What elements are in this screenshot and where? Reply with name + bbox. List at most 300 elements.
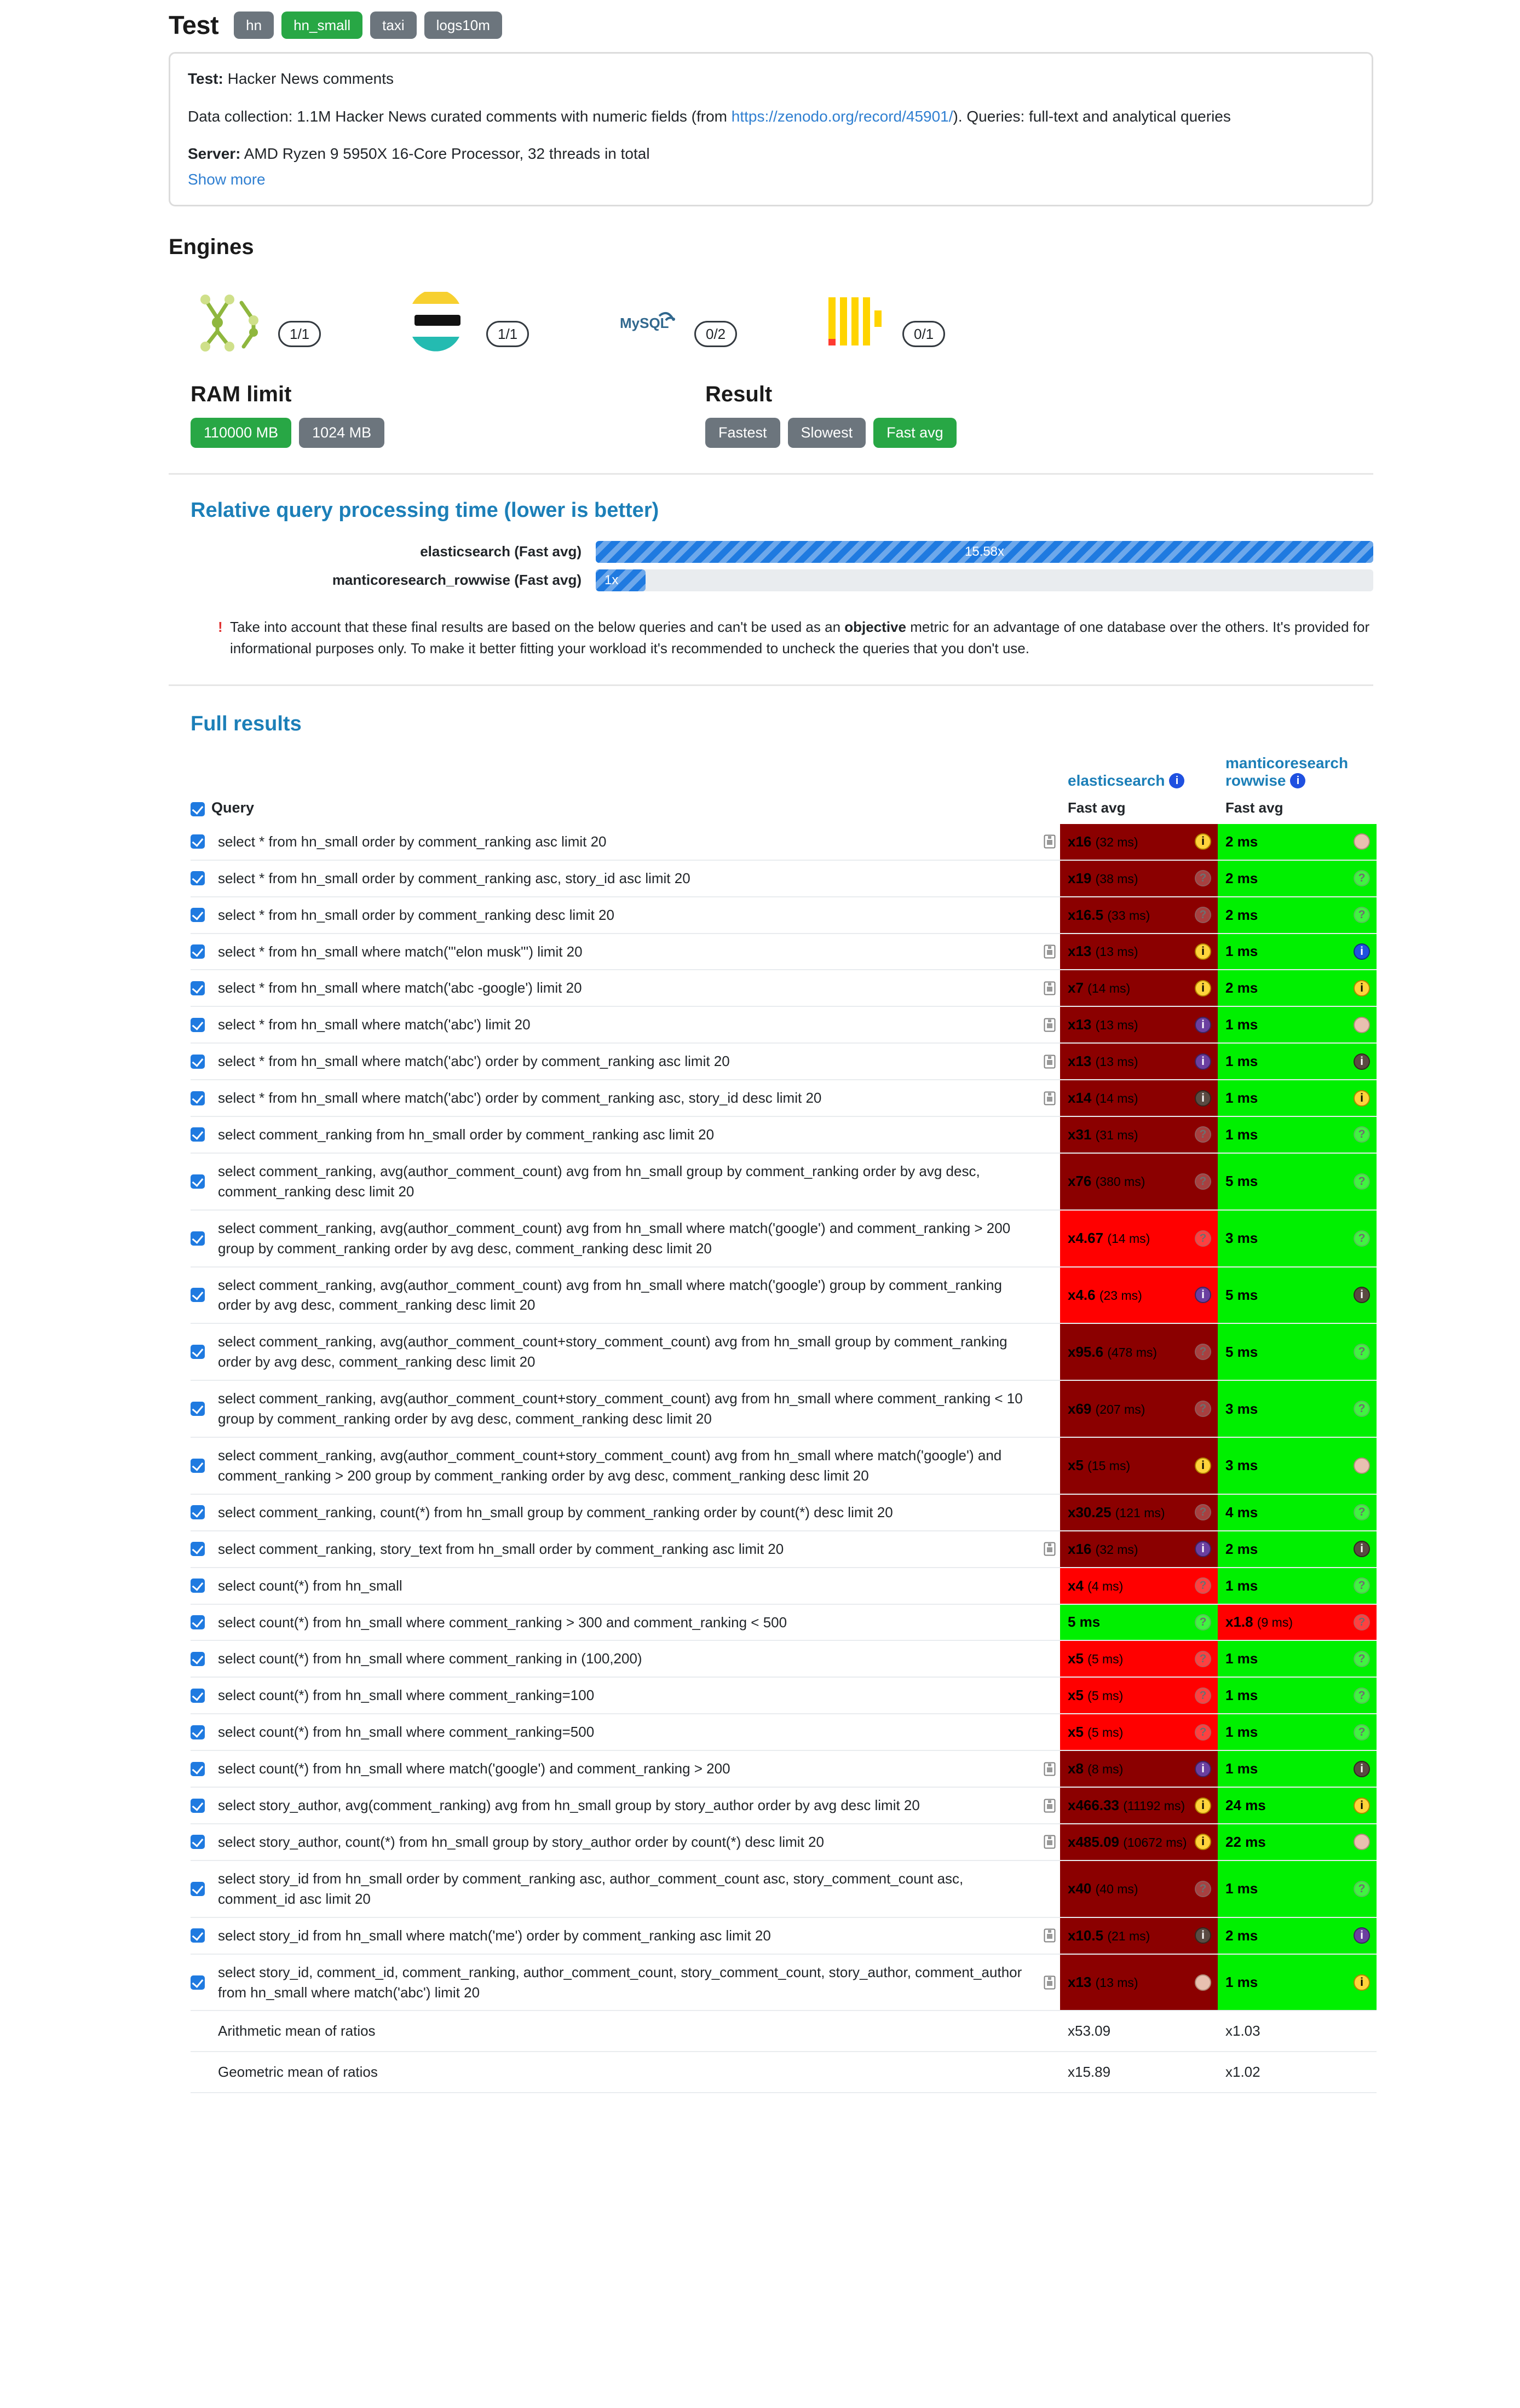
- manticoresearch-result-info-dot[interactable]: [1354, 833, 1370, 850]
- manticoresearch-result: [1218, 970, 1377, 1006]
- row-checkbox-cell: [191, 1267, 211, 1324]
- elasticsearch-result-time: (8 ms): [1087, 1762, 1124, 1777]
- manticoresearch-result-value: x1.8: [1225, 1614, 1253, 1631]
- query-checkbox[interactable]: [191, 1542, 205, 1556]
- manticoresearch-result: [1218, 1494, 1377, 1531]
- sql-doc-icon[interactable]: [1044, 1018, 1056, 1032]
- select-all-checkbox[interactable]: [191, 802, 205, 816]
- query-text: select comment_ranking, avg(author_comment_count+story_comment_count) avg from hn_small where comment_ranking < 10 group by comment_ranking order by avg desc, comment_ranking desc limit 20: [211, 1380, 1060, 1437]
- table-row: [191, 970, 1377, 1006]
- query-checkbox[interactable]: [191, 834, 205, 849]
- elasticsearch-result-value: x40: [1068, 1880, 1092, 1897]
- query-checkbox[interactable]: [191, 1975, 205, 1990]
- query-checkbox[interactable]: [191, 1402, 205, 1416]
- mean-elasticsearch: x15.89: [1060, 2052, 1218, 2093]
- result-option-fast-avg[interactable]: Fast avg: [873, 418, 957, 448]
- ram-option-1024[interactable]: 1024 MB: [299, 418, 384, 448]
- elasticsearch-result: [1060, 824, 1218, 860]
- elasticsearch-result-value: x14: [1068, 1090, 1092, 1107]
- elasticsearch-result: [1060, 1080, 1218, 1116]
- query-text: select story_author, avg(comment_ranking) avg from hn_small group by story_author order by avg desc limit 20: [211, 1787, 1060, 1824]
- mysql-badge: 0/2: [694, 321, 737, 347]
- manticoresearch-result: [1218, 1750, 1377, 1787]
- relative-bar-label-manticoresearch: manticoresearch_rowwise (Fast avg): [332, 572, 581, 589]
- manticoresearch-result-info-dot[interactable]: i: [1354, 943, 1370, 960]
- elasticsearch-result-info-dot[interactable]: ?: [1195, 1173, 1211, 1190]
- query-text: select comment_ranking from hn_small order by comment_ranking asc limit 20: [211, 1116, 1060, 1153]
- elasticsearch-result-time: (13 ms): [1095, 1018, 1138, 1033]
- results-header-engines: [191, 754, 1377, 795]
- elasticsearch-result-info-dot[interactable]: ?: [1195, 1651, 1211, 1667]
- elasticsearch-result-info-dot[interactable]: i: [1195, 1458, 1211, 1474]
- manticoresearch-result: [1218, 1677, 1377, 1714]
- elasticsearch-result-value: x5: [1068, 1457, 1084, 1474]
- manticoresearch-result-value: 3 ms: [1225, 1457, 1258, 1474]
- query-checkbox[interactable]: [191, 1882, 205, 1896]
- table-row: [191, 1043, 1377, 1080]
- elasticsearch-result-value: x31: [1068, 1126, 1092, 1143]
- mean-label: Geometric mean of ratios: [211, 2052, 1060, 2093]
- manticoresearch-result-info-dot[interactable]: [1354, 1017, 1370, 1033]
- table-row: [191, 860, 1377, 897]
- elasticsearch-result-info-dot[interactable]: i: [1195, 943, 1211, 960]
- manticoresearch-result-info-dot[interactable]: ?: [1354, 1881, 1370, 1897]
- query-checkbox[interactable]: [191, 908, 205, 922]
- manticoresearch-result-value: 4 ms: [1225, 1503, 1258, 1520]
- manticoresearch-result-info-dot[interactable]: ?: [1354, 1401, 1370, 1417]
- query-checkbox[interactable]: [191, 1018, 205, 1032]
- test-description-line: [188, 68, 1354, 90]
- sql-doc-icon[interactable]: [1044, 1835, 1056, 1849]
- elasticsearch-result-time: (14 ms): [1095, 1091, 1138, 1106]
- query-text: select * from hn_small order by comment_ranking asc, story_id asc limit 20: [211, 860, 1060, 897]
- row-checkbox-cell: [191, 1153, 211, 1210]
- header-metric-elasticsearch: Fast avg: [1068, 799, 1126, 816]
- manticoresearch-result: [1218, 1437, 1377, 1494]
- manticoresearch-result-time: (9 ms): [1257, 1615, 1293, 1630]
- elasticsearch-result-value: x4.6: [1068, 1286, 1096, 1303]
- elasticsearch-result-time: (13 ms): [1095, 944, 1138, 959]
- elasticsearch-result-info-dot[interactable]: i: [1195, 833, 1211, 850]
- ram-result-row: [169, 360, 1373, 448]
- full-results-section: [169, 712, 1373, 2093]
- elasticsearch-result: [1060, 1494, 1218, 1531]
- manticoresearch-result: [1218, 1787, 1377, 1824]
- query-checkbox[interactable]: [191, 1288, 205, 1302]
- elasticsearch-result-value: x10.5: [1068, 1927, 1104, 1944]
- relative-time-heading: Relative query processing time (lower is better): [191, 498, 659, 522]
- table-row: [191, 1714, 1377, 1750]
- query-checkbox[interactable]: [191, 1174, 205, 1189]
- table-row: [191, 1153, 1377, 1210]
- manticoresearch-result: [1218, 1824, 1377, 1860]
- elasticsearch-result-time: (23 ms): [1099, 1288, 1142, 1303]
- elasticsearch-result: [1060, 1116, 1218, 1153]
- elasticsearch-result-info-dot[interactable]: i: [1195, 1761, 1211, 1777]
- query-text: select comment_ranking, avg(author_comment_count) avg from hn_small where match('google') group by comment_ranking order by avg desc, comment_ranking desc limit 20: [211, 1267, 1060, 1324]
- manticoresearch-result-info-dot[interactable]: ?: [1354, 1614, 1370, 1631]
- row-checkbox-cell: [191, 1323, 211, 1380]
- elasticsearch-result-time: (40 ms): [1095, 1882, 1138, 1897]
- elasticsearch-result-info-dot[interactable]: ?: [1195, 1230, 1211, 1247]
- manticoresearch-result: [1218, 1531, 1377, 1568]
- manticoresearch-result: [1218, 1080, 1377, 1116]
- query-text: select count(*) from hn_small: [211, 1568, 1060, 1604]
- elasticsearch-result-info-dot[interactable]: i: [1195, 1090, 1211, 1107]
- elasticsearch-result-info-dot[interactable]: i: [1195, 980, 1211, 996]
- elasticsearch-result-time: (13 ms): [1095, 1055, 1138, 1069]
- manticoresearch-result-value: 3 ms: [1225, 1400, 1258, 1417]
- elasticsearch-result-info-dot[interactable]: i: [1195, 1053, 1211, 1070]
- manticoresearch-result-value: 1 ms: [1225, 1880, 1258, 1897]
- query-text: select story_id from hn_small where match('me') order by comment_ranking asc limit 20: [211, 1917, 1060, 1954]
- elasticsearch-result: [1060, 1917, 1218, 1954]
- test-header-row: [169, 0, 1373, 52]
- manticoresearch-result-info-dot[interactable]: i: [1354, 1761, 1370, 1777]
- manticoresearch-result-info-dot[interactable]: ?: [1354, 1504, 1370, 1520]
- manticoresearch-result-value: 1 ms: [1225, 1650, 1258, 1667]
- query-checkbox[interactable]: [191, 1928, 205, 1943]
- manticoresearch-result: [1218, 1568, 1377, 1604]
- elasticsearch-result: [1060, 1954, 1218, 2011]
- query-text: select * from hn_small where match('abc -google') limit 20: [211, 970, 1060, 1006]
- engine-manticoresearch[interactable]: [191, 289, 399, 355]
- manticoresearch-result: [1218, 1380, 1377, 1437]
- relative-time-section: [169, 475, 1373, 659]
- row-checkbox-cell: [191, 1531, 211, 1568]
- sql-doc-icon[interactable]: [1044, 1799, 1056, 1813]
- row-checkbox-cell: [191, 1677, 211, 1714]
- data-collection-line: [188, 106, 1354, 128]
- elasticsearch-result-info-dot[interactable]: ?: [1195, 1126, 1211, 1143]
- header-engine-elasticsearch: elasticsearch i: [1060, 754, 1218, 795]
- manticoresearch-result-info-dot[interactable]: [1354, 1834, 1370, 1850]
- mean-elasticsearch: x53.09: [1060, 2010, 1218, 2052]
- manticoresearch-result-info-dot[interactable]: ?: [1354, 1230, 1370, 1247]
- manticoresearch-result-value: 1 ms: [1225, 1090, 1258, 1107]
- manticoresearch-result-info-dot[interactable]: ?: [1354, 1344, 1370, 1360]
- show-more-link[interactable]: Show more: [188, 170, 266, 188]
- elasticsearch-result-time: (121 ms): [1115, 1505, 1165, 1520]
- elasticsearch-result-value: x5: [1068, 1724, 1084, 1741]
- row-checkbox-cell: [191, 1210, 211, 1267]
- sql-doc-icon[interactable]: [1044, 1928, 1056, 1943]
- manticoresearch-result-info-dot[interactable]: i: [1354, 1927, 1370, 1944]
- elasticsearch-result-value: x13: [1068, 1974, 1092, 1990]
- manticoresearch-result-value: 1 ms: [1225, 1016, 1258, 1033]
- sql-doc-icon[interactable]: [1044, 1975, 1056, 1990]
- mean-manticoresearch: x1.02: [1218, 2052, 1377, 2093]
- manticoresearch-result-info-dot[interactable]: i: [1354, 980, 1370, 996]
- sql-doc-icon[interactable]: [1044, 1055, 1056, 1069]
- manticoresearch-result-info-dot[interactable]: i: [1354, 1053, 1370, 1070]
- query-text: select * from hn_small where match('abc') order by comment_ranking asc, story_id desc limit 20: [211, 1080, 1060, 1116]
- elasticsearch-result-info-dot[interactable]: ?: [1195, 1687, 1211, 1704]
- elasticsearch-result-info-dot[interactable]: ?: [1195, 1881, 1211, 1897]
- query-text: select comment_ranking, avg(author_comment_count+story_comment_count) avg from hn_small where match('google') and comment_ranking > 200 group by comment_ranking order by avg desc, comment_ranking desc limit 20: [211, 1437, 1060, 1494]
- data-collection-prefix: Data collection: 1.1M Hacker News curated comments with numeric fields (from: [188, 107, 732, 125]
- elasticsearch-result-info-dot[interactable]: ?: [1195, 870, 1211, 886]
- manticoresearch-result-value: 2 ms: [1225, 869, 1258, 886]
- result-option-fastest[interactable]: Fastest: [705, 418, 780, 448]
- ram-option-110000[interactable]: 110000 MB: [191, 418, 291, 448]
- elasticsearch-result-value: x485.09: [1068, 1833, 1119, 1850]
- manticoresearch-result-info-dot[interactable]: i: [1354, 1090, 1370, 1107]
- manticoresearch-result: [1218, 1917, 1377, 1954]
- server-label: Server:: [188, 145, 241, 163]
- query-checkbox[interactable]: [191, 1762, 205, 1776]
- manticoresearch-result: [1218, 1323, 1377, 1380]
- manticoresearch-result: [1218, 860, 1377, 897]
- table-row: [191, 1080, 1377, 1116]
- elasticsearch-result-info-dot[interactable]: i: [1195, 1541, 1211, 1557]
- table-row: [191, 1568, 1377, 1604]
- elasticsearch-logo-icon: [399, 289, 481, 355]
- svg-text:MySQL: MySQL: [620, 314, 669, 331]
- elasticsearch-result-info-dot[interactable]: ?: [1195, 1504, 1211, 1520]
- elasticsearch-result-value: x13: [1068, 1016, 1092, 1033]
- disclaimer-pre: Take into account that these final results are based on the below queries and can't be used as an: [230, 618, 845, 635]
- query-checkbox[interactable]: [191, 1345, 205, 1359]
- elasticsearch-result-value: x30.25: [1068, 1503, 1112, 1520]
- query-text: select count(*) from hn_small where comment_ranking in (100,200): [211, 1640, 1060, 1677]
- query-checkbox[interactable]: [191, 1127, 205, 1142]
- elasticsearch-result: [1060, 1677, 1218, 1714]
- row-checkbox-cell: [191, 1917, 211, 1954]
- manticoresearch-result-info-dot[interactable]: ?: [1354, 1651, 1370, 1667]
- elasticsearch-result-info-dot[interactable]: i: [1195, 1834, 1211, 1850]
- row-checkbox-cell: [191, 1380, 211, 1437]
- elasticsearch-result-value: x16: [1068, 833, 1092, 850]
- server-line: [188, 143, 1354, 165]
- manticoresearch-result-value: 1 ms: [1225, 943, 1258, 960]
- engine-mysql[interactable]: [607, 289, 815, 355]
- query-checkbox[interactable]: [191, 1652, 205, 1666]
- sql-doc-icon[interactable]: [1044, 1091, 1056, 1105]
- query-text: select count(*) from hn_small where comment_ranking=500: [211, 1714, 1060, 1750]
- mean-row: [191, 2052, 1377, 2093]
- elasticsearch-result-info-dot[interactable]: ?: [1195, 1577, 1211, 1594]
- warning-icon: !: [218, 618, 223, 635]
- tab-hn[interactable]: hn: [234, 11, 274, 39]
- sql-doc-icon[interactable]: [1044, 944, 1056, 959]
- query-checkbox[interactable]: [191, 1689, 205, 1703]
- elasticsearch-result-value: 5 ms: [1068, 1614, 1101, 1631]
- query-checkbox[interactable]: [191, 1579, 205, 1593]
- table-row: [191, 1267, 1377, 1324]
- table-row: [191, 1604, 1377, 1641]
- elasticsearch-result: [1060, 1323, 1218, 1380]
- manticoresearch-result-value: 5 ms: [1225, 1343, 1258, 1360]
- elasticsearch-info-icon[interactable]: i: [1169, 773, 1184, 788]
- server-value: AMD Ryzen 9 5950X 16-Core Processor, 32 threads in total: [244, 145, 650, 163]
- elasticsearch-result-info-dot[interactable]: ?: [1195, 1344, 1211, 1360]
- manticoresearch-result-info-dot[interactable]: i: [1354, 1798, 1370, 1814]
- query-checkbox[interactable]: [191, 1505, 205, 1519]
- manticoresearch-result-info-dot[interactable]: ?: [1354, 1126, 1370, 1143]
- header-metric-manticoresearch: Fast avg: [1225, 799, 1283, 816]
- manticoresearch-badge: 1/1: [278, 321, 321, 347]
- manticoresearch-result-value: 2 ms: [1225, 833, 1258, 850]
- table-row: [191, 1006, 1377, 1043]
- relative-bar-row-manticoresearch: [191, 569, 1373, 591]
- manticoresearch-result-value: 2 ms: [1225, 1927, 1258, 1944]
- query-text: select * from hn_small order by comment_ranking asc limit 20: [211, 824, 1060, 860]
- page-title: Test: [169, 10, 219, 39]
- query-text: select * from hn_small where match('"elon musk"') limit 20: [211, 934, 1060, 970]
- manticoresearch-result-info-dot[interactable]: [1354, 1458, 1370, 1474]
- elasticsearch-result-value: x7: [1068, 980, 1084, 996]
- disclaimer-bold: objective: [844, 618, 906, 635]
- manticoresearch-result-info-dot[interactable]: ?: [1354, 907, 1370, 923]
- result-group: [705, 360, 1198, 448]
- full-results-heading: Full results: [191, 712, 302, 735]
- query-text: select story_id, comment_id, comment_ranking, author_comment_count, story_comment_count, story_author, comment_author from hn_small where match('abc') limit 20: [211, 1954, 1060, 2011]
- query-text: select count(*) from hn_small where match('google') and comment_ranking > 200: [211, 1750, 1060, 1787]
- elasticsearch-result-time: (32 ms): [1095, 1542, 1138, 1557]
- query-checkbox[interactable]: [191, 1615, 205, 1629]
- query-checkbox[interactable]: [191, 1799, 205, 1813]
- header-spacer: [191, 754, 211, 795]
- manticoresearch-result-info-dot[interactable]: i: [1354, 1974, 1370, 1991]
- query-text: select * from hn_small where match('abc') limit 20: [211, 1006, 1060, 1043]
- query-checkbox[interactable]: [191, 1231, 205, 1246]
- sql-doc-icon[interactable]: [1044, 981, 1056, 995]
- query-checkbox[interactable]: [191, 871, 205, 885]
- query-text: select count(*) from hn_small where comment_ranking=100: [211, 1677, 1060, 1714]
- manticoresearch-result-value: 1 ms: [1225, 1126, 1258, 1143]
- result-option-slowest[interactable]: Slowest: [788, 418, 866, 448]
- sql-doc-icon[interactable]: [1044, 1542, 1056, 1556]
- query-checkbox[interactable]: [191, 1091, 205, 1105]
- disclaimer-note: [191, 598, 1373, 659]
- zenodo-link[interactable]: https://zenodo.org/record/45901/: [731, 107, 953, 125]
- table-row: [191, 1494, 1377, 1531]
- elasticsearch-result-time: (478 ms): [1107, 1345, 1158, 1359]
- elasticsearch-result-info-dot[interactable]: i: [1195, 1287, 1211, 1303]
- query-checkbox[interactable]: [191, 981, 205, 995]
- disclaimer-post: metric for an advantage of one database over the others. It's provided for informational purposes only. To make it better fitting your workload it's recommended to uncheck the queries that you don't use.: [230, 618, 1370, 656]
- elasticsearch-result-info-dot[interactable]: i: [1195, 1927, 1211, 1944]
- elasticsearch-result-info-dot[interactable]: [1195, 1974, 1211, 1991]
- table-row: [191, 1640, 1377, 1677]
- row-checkbox-cell: [191, 1714, 211, 1750]
- test-dataset-tabs: [234, 11, 502, 39]
- manticoresearch-result-info-dot[interactable]: ?: [1354, 1173, 1370, 1190]
- manticoresearch-result-value: 22 ms: [1225, 1833, 1266, 1850]
- elasticsearch-result-time: (380 ms): [1095, 1174, 1145, 1189]
- manticoresearch-result-info-dot[interactable]: ?: [1354, 1687, 1370, 1704]
- query-checkbox[interactable]: [191, 1725, 205, 1739]
- elasticsearch-result: [1060, 1043, 1218, 1080]
- elasticsearch-result: [1060, 1640, 1218, 1677]
- elasticsearch-result: [1060, 1824, 1218, 1860]
- manticoresearch-result: [1218, 897, 1377, 934]
- query-text: select count(*) from hn_small where comment_ranking > 300 and comment_ranking < 500: [211, 1604, 1060, 1641]
- table-row: [191, 1750, 1377, 1787]
- tab-logs10m[interactable]: logs10m: [424, 11, 502, 39]
- query-text: select comment_ranking, avg(author_comment_count) avg from hn_small where match('google') and comment_ranking > 200 group by comment_ranking order by avg desc, comment_ranking desc limit 20: [211, 1210, 1060, 1267]
- manticoresearch-result-info-dot[interactable]: i: [1354, 1287, 1370, 1303]
- mean-spacer: [191, 2010, 211, 2052]
- engines-row: [169, 274, 1373, 360]
- query-checkbox[interactable]: [191, 1459, 205, 1473]
- row-checkbox-cell: [191, 1640, 211, 1677]
- row-checkbox-cell: [191, 1860, 211, 1917]
- elasticsearch-result-info-dot[interactable]: ?: [1195, 907, 1211, 923]
- table-row: [191, 1323, 1377, 1380]
- elasticsearch-result: [1060, 1006, 1218, 1043]
- elasticsearch-result-time: (21 ms): [1107, 1928, 1150, 1943]
- manticoresearch-result: [1218, 1153, 1377, 1210]
- relative-bar-track-manticoresearch: [596, 569, 1373, 591]
- relative-bar-row-elasticsearch: [191, 541, 1373, 563]
- elasticsearch-result-info-dot[interactable]: ?: [1195, 1401, 1211, 1417]
- mean-label: Arithmetic mean of ratios: [211, 2010, 1060, 2052]
- row-checkbox-cell: [191, 934, 211, 970]
- table-row: [191, 1677, 1377, 1714]
- clickhouse-logo-icon: [815, 289, 897, 355]
- test-info-box: [169, 52, 1373, 206]
- manticoresearch-result-info-dot[interactable]: i: [1354, 1541, 1370, 1557]
- elasticsearch-result-info-dot[interactable]: ?: [1195, 1724, 1211, 1741]
- elasticsearch-result-time: (5 ms): [1087, 1725, 1124, 1740]
- row-checkbox-cell: [191, 1080, 211, 1116]
- engine-clickhouse[interactable]: [815, 289, 1023, 355]
- tab-hn-small[interactable]: hn_small: [281, 11, 362, 39]
- manticoresearch-result-info-dot[interactable]: ?: [1354, 870, 1370, 886]
- manticoresearch-result: [1218, 934, 1377, 970]
- query-text: select story_author, count(*) from hn_small group by story_author order by count(*) desc limit 20: [211, 1824, 1060, 1860]
- query-checkbox[interactable]: [191, 944, 205, 959]
- sql-doc-icon[interactable]: [1044, 834, 1056, 849]
- ram-limit-heading: RAM limit: [191, 382, 292, 406]
- elasticsearch-result-time: (5 ms): [1087, 1652, 1124, 1667]
- divider-2: [169, 684, 1373, 686]
- row-checkbox-cell: [191, 897, 211, 934]
- manticoresearch-result: [1218, 1640, 1377, 1677]
- elasticsearch-result-info-dot[interactable]: ?: [1195, 1614, 1211, 1631]
- table-row: [191, 1380, 1377, 1437]
- elasticsearch-result-value: x8: [1068, 1760, 1084, 1777]
- manticoresearch-result-info-dot[interactable]: ?: [1354, 1724, 1370, 1741]
- ram-limit-group: [191, 360, 705, 448]
- relative-bar-label-elasticsearch: elasticsearch (Fast avg): [420, 543, 581, 560]
- elasticsearch-result-time: (32 ms): [1095, 834, 1138, 849]
- mean-manticoresearch: x1.03: [1218, 2010, 1377, 2052]
- elasticsearch-result-info-dot[interactable]: i: [1195, 1798, 1211, 1814]
- manticoresearch-result-value: 3 ms: [1225, 1230, 1258, 1247]
- test-label: Test:: [188, 70, 223, 87]
- manticoresearch-info-icon[interactable]: i: [1290, 773, 1305, 788]
- manticoresearch-result-info-dot[interactable]: ?: [1354, 1577, 1370, 1594]
- manticoresearch-result-value: 2 ms: [1225, 980, 1258, 996]
- elasticsearch-result-time: (15 ms): [1087, 1459, 1131, 1473]
- engine-elasticsearch[interactable]: [399, 289, 607, 355]
- query-checkbox[interactable]: [191, 1835, 205, 1849]
- elasticsearch-result: [1060, 1750, 1218, 1787]
- query-checkbox[interactable]: [191, 1055, 205, 1069]
- elasticsearch-result-time: (14 ms): [1107, 1231, 1150, 1246]
- tab-taxi[interactable]: taxi: [370, 11, 416, 39]
- elasticsearch-result-info-dot[interactable]: i: [1195, 1017, 1211, 1033]
- relative-bar-fill-elasticsearch: 15.58x: [596, 541, 1373, 563]
- header-engine-manticoresearch-rowwise: manticoresearch rowwise i: [1225, 754, 1349, 789]
- mysql-logo-icon: [607, 289, 689, 355]
- query-text: select comment_ranking, avg(author_comment_count) avg from hn_small group by comment_ranking order by avg desc, comment_ranking desc limit 20: [211, 1153, 1060, 1210]
- header-spacer-query: [211, 754, 1060, 795]
- sql-doc-icon[interactable]: [1044, 1762, 1056, 1776]
